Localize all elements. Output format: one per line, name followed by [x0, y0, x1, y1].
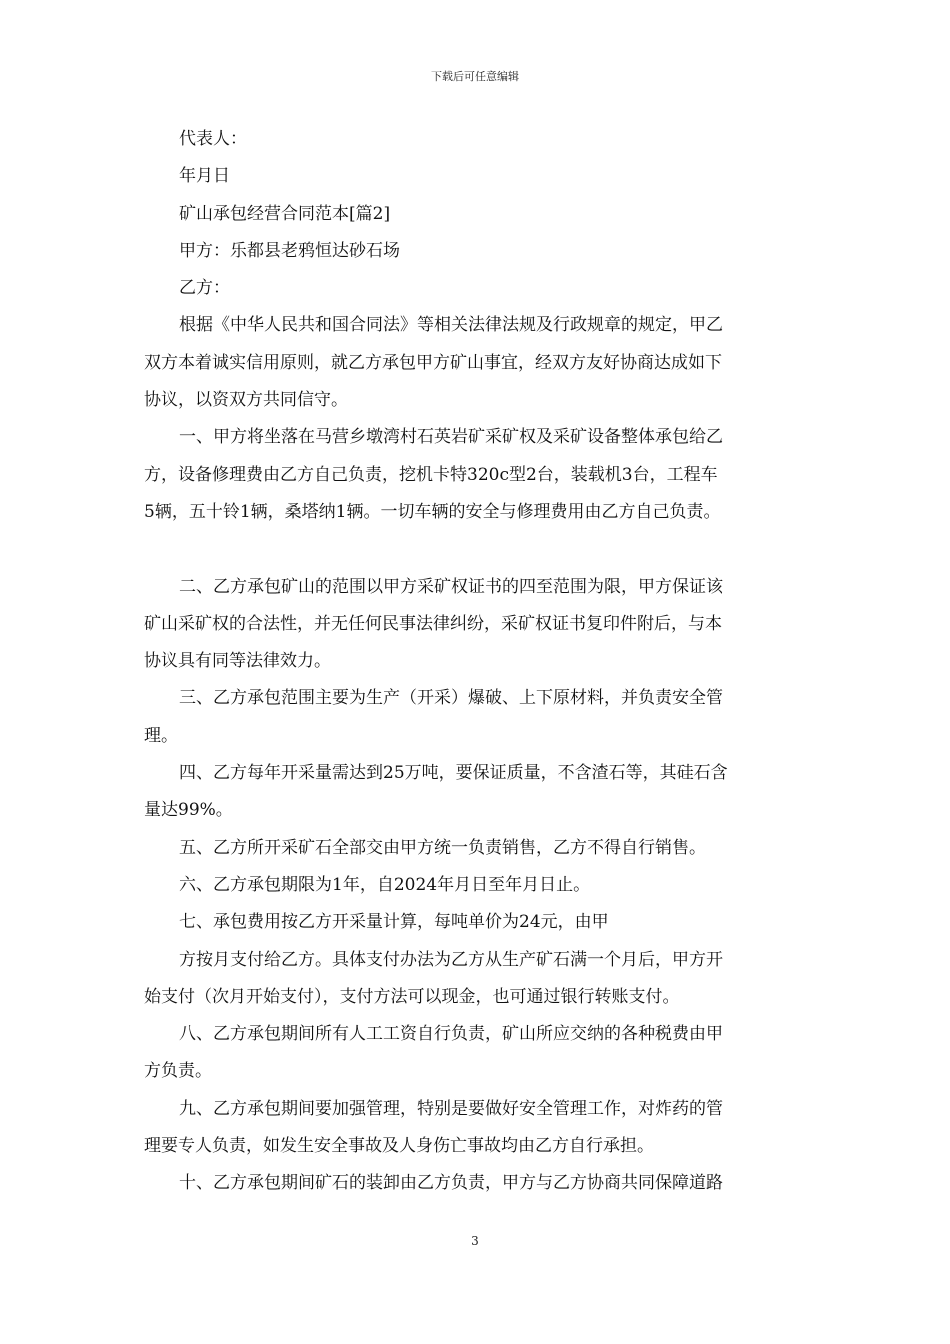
- text-line: 量达99%。: [144, 800, 233, 821]
- signature-representative: 代表人：: [179, 129, 247, 149]
- clause-10: [144, 1165, 814, 1202]
- text-line: 始支付（次月开始支付），支付方法可以现金，也可通过银行转账支付。: [144, 986, 680, 1007]
- text-line: 九、乙方承包期间要加强管理，特别是要做好安全管理工作，对炸药的管: [179, 1098, 723, 1119]
- text-line: 一、甲方将坐落在马营乡墩湾村石英岩矿采矿权及采矿设备整体承包给乙: [179, 427, 723, 448]
- clause-9: [144, 1091, 814, 1166]
- text-line: 四、乙方每年开采量需达到25万吨，要保证质量，不含渣石等，其硅石含: [179, 763, 728, 784]
- text-line: 方，设备修理费由乙方自己负责，挖机卡特320c型2台，装载机3台，工程车: [144, 464, 718, 485]
- text-line: 双方本着诚实信用原则，就乙方承包甲方矿山事宜，经双方友好协商达成如下: [144, 352, 722, 373]
- page-header: 下载后可任意编辑: [431, 70, 519, 83]
- text-line: 二、乙方承包矿山的范围以甲方采矿权证书的四至范围为限，甲方保证该: [179, 576, 723, 597]
- text-line: 协议，以资双方共同信守。: [144, 390, 348, 411]
- section-title: 矿山承包经营合同范本[篇2]: [179, 203, 391, 224]
- party-b: 乙方：: [179, 278, 230, 299]
- text-line: 十、乙方承包期间矿石的装卸由乙方负责，甲方与乙方协商共同保障道路: [179, 1173, 723, 1194]
- clause-8: [144, 1016, 814, 1091]
- text-line: 八、乙方承包期间所有人工工资自行负责，矿山所应交纳的各种税费由甲: [179, 1024, 723, 1045]
- text-line: 方负责。: [144, 1061, 212, 1082]
- text-line: 三、乙方承包范围主要为生产（开采）爆破、上下原材料，并负责安全管: [179, 688, 723, 709]
- party-a: 甲方：乐都县老鸦恒达砂石场: [179, 240, 400, 261]
- paragraph-intro: [144, 307, 814, 419]
- clause-6: [144, 867, 814, 904]
- clause-4: [144, 755, 814, 830]
- text-line: 六、乙方承包期限为1年，自2024年月日至年月日止。: [179, 874, 591, 895]
- text-line: 协议具有同等法律效力。: [144, 651, 331, 672]
- text-line: 方按月支付给乙方。具体支付办法为乙方从生产矿石满一个月后，甲方开: [179, 949, 723, 970]
- text-line: 理要专人负责，如发生安全事故及人身伤亡事故均由乙方自行承担。: [144, 1136, 654, 1157]
- text-line: 矿山采矿权的合法性，并无任何民事法律纠纷，采矿权证书复印件附后，与本: [144, 613, 722, 634]
- signature-date: 年月日: [179, 166, 230, 187]
- text-line: 5辆，五十铃1辆，桑塔纳1辆。一切车辆的安全与修理费用由乙方自己负责。: [144, 501, 721, 522]
- text-line: 五、乙方所开采矿石全部交由甲方统一负责销售，乙方不得自行销售。: [179, 837, 706, 858]
- clause-1: [144, 419, 814, 531]
- text-line: 理。: [144, 725, 178, 746]
- clause-2: [144, 569, 814, 681]
- text-line: 七、承包费用按乙方开采量计算，每吨单价为24元，由甲: [179, 912, 609, 933]
- clause-7: [144, 904, 814, 1016]
- page-number: 3: [471, 1234, 479, 1248]
- text-line: 根据《中华人民共和国合同法》等相关法律法规及行政规章的规定，甲乙: [179, 315, 723, 336]
- paragraph-gap: [144, 531, 814, 568]
- clause-3: [144, 680, 814, 755]
- clause-5: [144, 830, 814, 867]
- document-body: [144, 121, 814, 1203]
